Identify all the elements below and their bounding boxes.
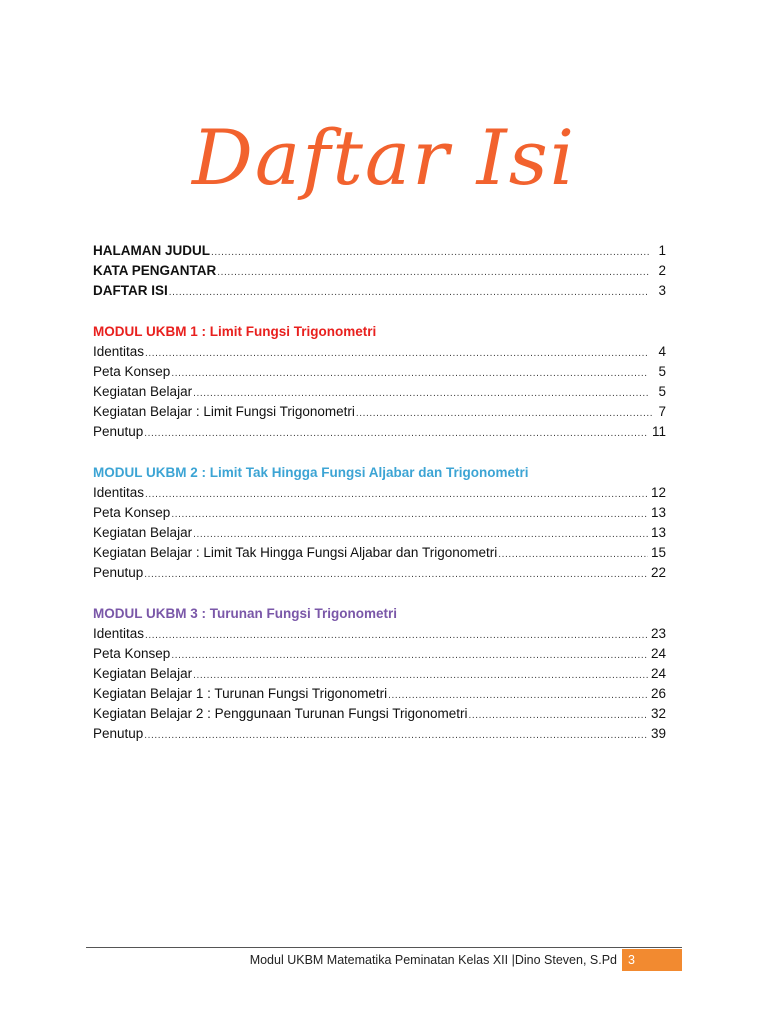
toc-row[interactable] <box>93 704 666 724</box>
dot-leader <box>171 364 647 384</box>
toc-row[interactable] <box>93 362 666 382</box>
toc-page-number: 11 <box>651 424 666 439</box>
toc-page-number: 12 <box>650 485 666 500</box>
dot-leader <box>145 344 647 364</box>
toc-row[interactable] <box>93 422 666 442</box>
dot-leader <box>171 646 647 666</box>
page-title: Daftar Isi <box>191 113 577 202</box>
toc-row[interactable] <box>93 261 666 281</box>
toc-row[interactable] <box>93 281 666 301</box>
module-3-heading[interactable]: MODUL UKBM 3 : Turunan Fungsi Trigonometri <box>93 606 397 621</box>
toc-row[interactable] <box>93 241 666 261</box>
toc-page-number: 13 <box>650 525 666 540</box>
table-of-contents <box>93 241 666 744</box>
dot-leader <box>171 505 647 525</box>
toc-page-number: 7 <box>658 404 666 419</box>
toc-row[interactable] <box>93 483 666 503</box>
footer-page-number: 3 <box>622 949 682 971</box>
toc-page-number: 23 <box>650 626 666 641</box>
dot-leader <box>469 706 648 726</box>
dot-leader <box>388 686 648 706</box>
footer-text: Modul UKBM Matematika Peminatan Kelas XII |Dino Steven, S.Pd <box>249 953 617 967</box>
dot-leader <box>144 726 647 746</box>
dot-leader <box>498 545 648 565</box>
toc-entry-label: Penutup <box>93 565 144 580</box>
front-matter-list <box>93 241 666 301</box>
toc-entry-label: Identitas <box>93 344 145 359</box>
toc-row[interactable] <box>93 644 666 664</box>
toc-page-number: 24 <box>650 666 666 681</box>
toc-row[interactable] <box>93 563 666 583</box>
toc-page-number: 1 <box>658 243 666 258</box>
toc-entry-label: Kegiatan Belajar <box>93 525 193 540</box>
toc-entry-label: Kegiatan Belajar : Limit Tak Hingga Fungsi Aljabar dan Trigonometri <box>93 545 498 560</box>
toc-page-number: 24 <box>650 646 666 661</box>
module-2-section <box>93 463 666 583</box>
toc-entry-label: Kegiatan Belajar 1 : Turunan Fungsi Trigonometri <box>93 686 388 701</box>
toc-entry-label: Peta Konsep <box>93 646 171 661</box>
dot-leader <box>356 404 654 424</box>
toc-row[interactable] <box>93 624 666 644</box>
dot-leader <box>217 263 649 283</box>
toc-entry-label: HALAMAN JUDUL <box>93 243 210 258</box>
dot-leader <box>211 243 649 263</box>
dot-leader <box>193 525 648 545</box>
toc-page-number: 39 <box>650 726 666 741</box>
toc-entry-label: Peta Konsep <box>93 364 171 379</box>
toc-row[interactable] <box>93 503 666 523</box>
toc-entry-label: KATA PENGANTAR <box>93 263 217 278</box>
toc-row[interactable] <box>93 382 666 402</box>
toc-entry-label: Penutup <box>93 424 144 439</box>
footer-divider <box>86 947 682 948</box>
dot-leader <box>145 485 647 505</box>
dot-leader <box>169 283 648 303</box>
toc-page-number: 4 <box>658 344 666 359</box>
dot-leader <box>193 666 648 686</box>
toc-page-number: 5 <box>658 364 666 379</box>
dot-leader <box>145 626 647 646</box>
toc-row[interactable] <box>93 523 666 543</box>
dot-leader <box>144 565 647 585</box>
toc-row[interactable] <box>93 402 666 422</box>
toc-row[interactable] <box>93 684 666 704</box>
toc-entry-label: Kegiatan Belajar : Limit Fungsi Trigonometri <box>93 404 355 419</box>
toc-page-number: 15 <box>650 545 666 560</box>
toc-entry-label: Identitas <box>93 485 145 500</box>
toc-row[interactable] <box>93 543 666 563</box>
toc-entry-label: Peta Konsep <box>93 505 171 520</box>
toc-entry-label: Penutup <box>93 726 144 741</box>
toc-page-number: 26 <box>650 686 666 701</box>
toc-page-number: 32 <box>650 706 666 721</box>
toc-row[interactable] <box>93 664 666 684</box>
toc-entry-label: Identitas <box>93 626 145 641</box>
toc-page-number: 2 <box>658 263 666 278</box>
module-1-heading[interactable]: MODUL UKBM 1 : Limit Fungsi Trigonometri <box>93 324 377 339</box>
toc-row[interactable] <box>93 342 666 362</box>
module-2-heading[interactable]: MODUL UKBM 2 : Limit Tak Hingga Fungsi Aljabar dan Trigonometri <box>93 465 529 480</box>
module-3-section <box>93 604 666 744</box>
dot-leader <box>193 384 648 404</box>
module-1-section <box>93 322 666 442</box>
toc-row[interactable] <box>93 724 666 744</box>
toc-page-number: 22 <box>650 565 666 580</box>
toc-page-number: 5 <box>658 384 666 399</box>
toc-entry-label: DAFTAR ISI <box>93 283 168 298</box>
toc-entry-label: Kegiatan Belajar <box>93 384 193 399</box>
toc-entry-label: Kegiatan Belajar <box>93 666 193 681</box>
toc-page-number: 3 <box>658 283 666 298</box>
dot-leader <box>144 424 647 444</box>
toc-page-number: 13 <box>650 505 666 520</box>
toc-entry-label: Kegiatan Belajar 2 : Penggunaan Turunan Fungsi Trigonometri <box>93 706 468 721</box>
